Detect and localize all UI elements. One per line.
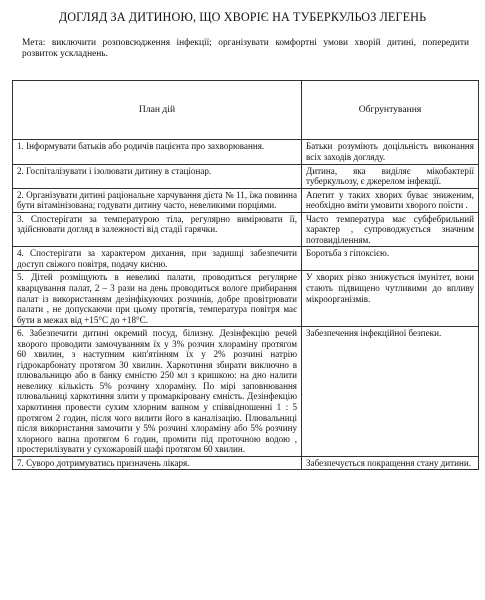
document-title: ДОГЛЯД ЗА ДИТИНОЮ, ЩО ХВОРІЄ НА ТУБЕРКУЛЬОЗ ЛЕГЕНЬ	[58, 10, 427, 24]
plan-cell: 4. Спостерігати за характером дихання, при задишці забезпечити доступ свіжого повітря, подачу кисню.	[13, 247, 302, 271]
table-row	[13, 271, 479, 327]
plan-cell: 1. Інформувати батьків або родичів пацієнта про захворювання.	[13, 140, 302, 164]
plan-cell: 2. Організувати дитині раціональне харчування дієта № 11, їжа повинна бути вітамінізована; годувати дитину часто, невеликими порціями.	[13, 188, 302, 212]
reason-cell: У хворих різко знижується імунітет, вони стають підвищено чутливими до впливу мікроорганізмів.	[302, 271, 479, 327]
table-row	[13, 247, 479, 271]
reason-cell: Апетит у таких хворих буває зниженим, необхідно вміти умовити хворого поїсти .	[302, 188, 479, 212]
reason-cell: Забезпечення інфекційної безпеки.	[302, 327, 479, 457]
plan-cell: 2. Госпіталізувати і ізолювати дитину в стаціонар.	[13, 164, 302, 188]
goal-paragraph: Мета: виключити розповсюдження інфекції; організувати комфортні умови хворій дитині, попередити розвиток ускладнень.	[22, 38, 469, 60]
reason-cell: Дитина, яка виділяє мікобактерії туберкульозу, є джерелом інфекції.	[302, 164, 479, 188]
table-row	[13, 164, 479, 188]
reason-cell: Часто температура має субфебрильний характер , супроводжується значним потовиділенням.	[302, 212, 479, 247]
table-row	[13, 188, 479, 212]
header-reason: Обгрунтування	[302, 81, 479, 140]
header-plan: План дій	[13, 81, 302, 140]
plan-cell: 5. Дітей розміщують в невеликі палати, проводиться регулярне кварцування палат, 2 – 3 рази на день проводиться вологе прибирання палат із використанням дезінфікуючих розчинів, добре провітрювати палати , не допускаючи при цьому протягів, температура повітря має бути в межах від +15°С до +18°С.	[13, 271, 302, 327]
table-row	[13, 212, 479, 247]
table-row	[13, 327, 479, 457]
plan-cell: 7. Суворо дотримуватись призначень лікаря.	[13, 456, 302, 470]
reason-cell: Забезпечується покращення стану дитини.	[302, 456, 479, 470]
care-plan-table	[12, 80, 479, 470]
plan-cell: 3. Спостерігати за температурою тіла, регулярно вимірювати її, здійснювати догляд в залежності від стадії гарячки.	[13, 212, 302, 247]
reason-cell: Батьки розуміють доцільність виконання всіх заходів догляду.	[302, 140, 479, 164]
table-header-row	[13, 81, 479, 140]
table-row	[13, 140, 479, 164]
plan-cell: 6. Забезпечити дитині окремий посуд, білизну. Дезінфекцію речей хворого проводити замочуванням їх у 3% розчин хлораміну протягом 60 хвилин, з наступним кип'ятінням їх у 2% розчині натрію гідрокарбонату протягом 30 хвилин. Харкотиння збирати виключно в плювальницю або в банку ємністю 250 мл з кришкою: на дно налити невелику кількість 5% розчину хлораміну. По мірі заповнювання плювальниці харкотиння злити у промаркіровану ємність. Дезінфекцію харкотиння провести сухим хлорним вапном у співвідношенні 1 : 5 протягом 2 годин, після чого вилити його в каналізацію. Плювальниці після використання замочити у 5% розчині хлораміну або 5% розчину хлорного вапна протягом 6 годин, промити під проточною водою , простерилізувати у сухожаровій шафі протягом 60 хвилин.	[13, 327, 302, 457]
table-row	[13, 456, 479, 470]
reason-cell: Боротьба з гіпоксією.	[302, 247, 479, 271]
